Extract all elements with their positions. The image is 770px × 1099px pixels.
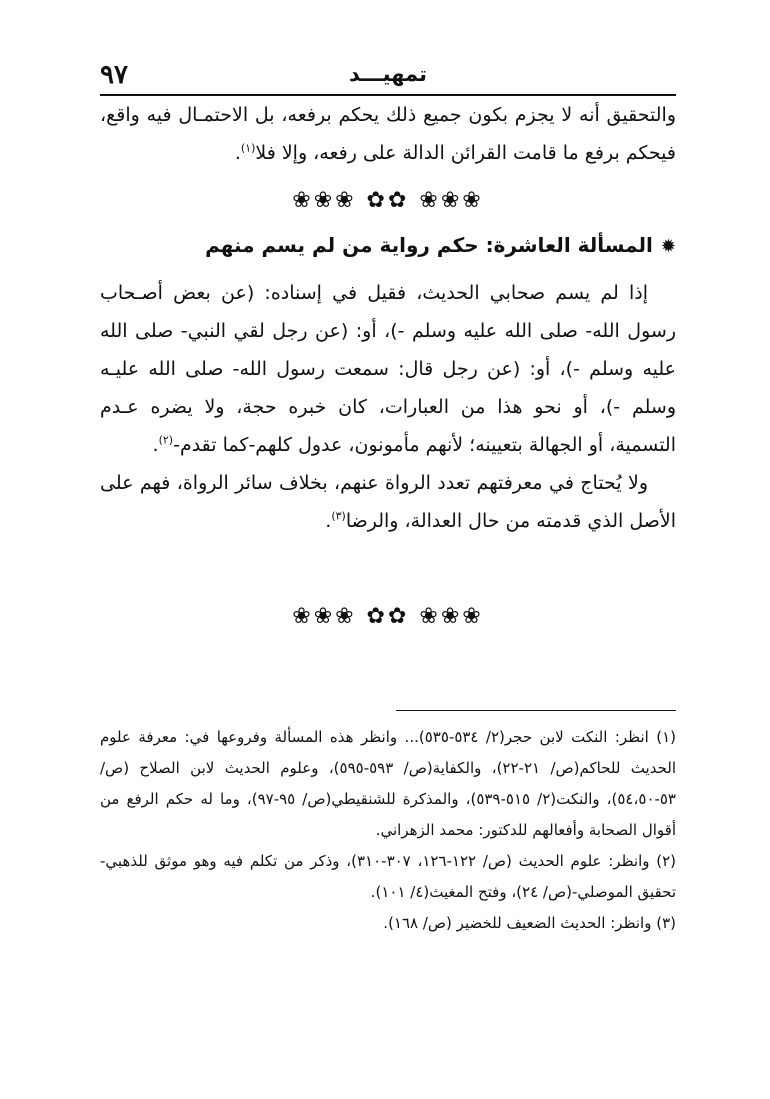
footnotes [100,722,676,939]
flower-bullet-icon: ✹ [660,236,676,257]
paragraph-1-text: والتحقيق أنه لا يجزم بكون جميع ذلك يحكم برفعه، بل الاحتمـال فيه واقع، فيحكم برفع ما قامت القرائن الدالة على رفعه، وإلا فلا [100,104,676,164]
paragraph-3 [100,464,676,540]
footnote-2: (٢) وانظر: علوم الحديث (ص/ ١٢٢-١٢٦، ٣٠٧-٣١٠)، وذكر من تكلم فيه وهو موثق للذهبي-تحقيق الموصلي-(ص/ ٢٤)، وفتح المغيث(٤/ ١٠١). [100,852,676,901]
page-header [100,58,676,96]
footnote-separator [396,710,676,711]
paragraph-2-end: . [152,434,159,456]
ornament-divider: ❀❀❀ ✿✿ ❀❀❀ [292,188,484,213]
section-heading [100,226,676,266]
paragraph-1-end: . [234,142,241,164]
footnote-3: (٣) وانظر: الحديث الضعيف للخضير (ص/ ١٦٨). [383,914,676,932]
footnote-ref-2: (٢) [158,433,174,447]
paragraph-1 [100,96,676,172]
footnote-1: (١) انظر: النكت لابن حجر(٢/ ٥٣٤-٥٣٥)... وانظر هذه المسألة وفروعها في: معرفة علوم الحديث للحاكم(ص/ ٢١-٢٢)، والكفاية(ص/ ٥٩٣-٥٩٥)، وعلوم الحديث لابن الصلاح (ص/ ٥٣-٥٤،٥٠)، والنكت(٢/ ٥١٥-٥٣٩)، والمذكرة للشنقيطي(ص/ ٩٥-٩٧)، وما له حكم الرفع من أقوال الصحابة وأفعالهم للدكتور: محمد الزهراني. [100,728,676,839]
paragraph-3-end: . [325,510,332,532]
ornament-divider-bottom: ❀❀❀ ✿✿ ❀❀❀ [292,604,484,629]
paragraph-3-text: ولا يُحتاج في معرفتهم تعدد الرواة عنهم، بخلاف سائر الرواة، فهم على الأصل الذي قدمته من حال العدالة، والرضا [100,472,676,532]
paragraph-2-text: إذا لم يسم صحابي الحديث، فقيل في إسناده: (عن بعض أصـحاب رسول الله- صلى الله عليه وسلم -)، أو: (عن رجل لقي النبي- صلى الله عليه وسلم -)، أو: (عن رجل قال: سمعت رسول الله- صلى الله عليـه وسلم -)، أو نحو هذا من العبارات، كان خبره حجة، ولا يضره عـدم التسمية، أو الجهالة بتعيينه؛ لأنهم مأمونون، عدول كلهم-كما تقدم- [100,282,676,456]
running-title: تمهيـــد [348,62,428,86]
main-text [100,96,676,540]
page-number: ٩٧ [100,60,128,90]
section-title: المسألة العاشرة: حكم رواية من لم يسم منهم [205,233,653,257]
footnote-ref-1: (١) [240,141,256,155]
footnote-ref-3: (٣) [331,509,346,523]
paragraph-2 [100,274,676,464]
